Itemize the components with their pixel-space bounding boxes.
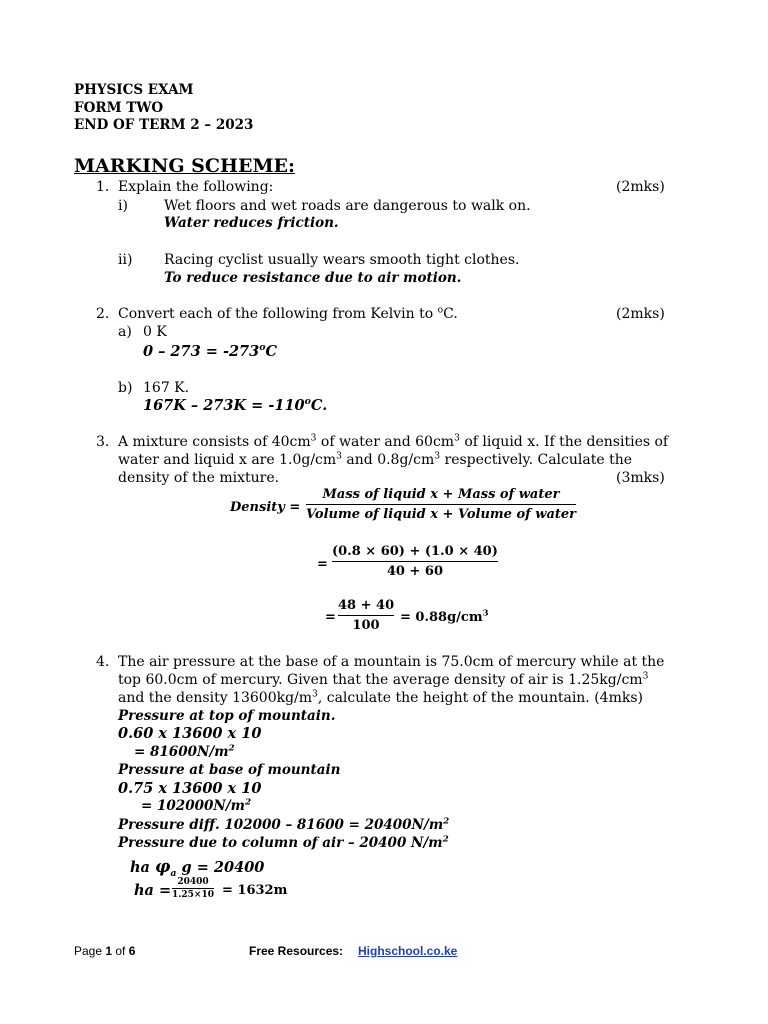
q4-text-line2: top 60.0cm of mercury. Given that the average density of air is $1.25kg/cm^3$ <box>118 671 649 688</box>
q1-i-label: i) <box>118 198 128 214</box>
q2-b-answer: $167K - 273K = -110^oC$. <box>143 396 328 414</box>
q2-number: 2. <box>96 306 110 322</box>
q3-text-line2: water and liquid x are $1.0g/cm^3$ and $0.8g/cm^3$ respectively. Calculate the <box>118 451 632 468</box>
density-formula-denominator: Volume of liquid x + Volume of water <box>306 507 576 522</box>
height-fraction <box>172 877 214 900</box>
q4-answer-line8: Pressure due to column of air – 20400 $N/m^2$ <box>118 834 449 851</box>
height-numerator: 20400 <box>177 877 209 887</box>
q4-answer-line9: ha $\varphi_a$ g = 20400 <box>130 857 265 879</box>
q2-a-answer: $0 - 273 = -273^oC$ <box>143 342 278 360</box>
q3-number: 3. <box>96 434 110 450</box>
height-denominator: 1.25×10 <box>172 890 214 900</box>
step1-numerator: (0.8 × 60) + (1.0 × 40) <box>332 544 498 559</box>
q2-b-label: b) <box>118 380 133 396</box>
step1-fraction <box>332 544 498 579</box>
q1-number: 1. <box>96 179 110 195</box>
density-formula-numerator: Mass of liquid x + Mass of water <box>322 487 560 502</box>
density-label: Density = <box>230 500 301 515</box>
q4-answer-line4: Pressure at base of mountain <box>118 762 341 778</box>
q4-text-line3: and the density $13600kg/m^3$, calculate the height of the mountain. (4mks) <box>118 689 643 706</box>
q4-answer-line2: 0.60 x 13600 x 10 <box>118 725 262 742</box>
q2-a-label: a) <box>118 324 132 340</box>
q1-text: Explain the following: <box>118 179 274 195</box>
q4-text-line1: The air pressure at the base of a mountain is 75.0cm of mercury while at the <box>118 654 665 670</box>
q4-answer-line3: = $81600N/m^2$ <box>134 743 235 760</box>
step2-numerator: 48 + 40 <box>338 598 395 613</box>
density-result: = $0.88g/cm^3$ <box>400 607 489 625</box>
q2-text: Convert each of the following from Kelvin to $^o$C. <box>118 305 458 322</box>
q4-answer-line1: Pressure at top of mountain. <box>118 708 336 724</box>
exam-form: FORM TWO <box>74 100 164 116</box>
q4-number: 4. <box>96 654 110 670</box>
step2-fraction <box>338 598 394 633</box>
free-resources-label: Free Resources: <box>249 944 344 958</box>
q1-i-text: Wet floors and wet roads are dangerous to walk on. <box>164 198 531 214</box>
exam-term: END OF TERM 2 – 2023 <box>74 117 254 133</box>
q4-answer-line6: = $102000N/m^2$ <box>141 797 252 814</box>
q1-ii-text: Racing cyclist usually wears smooth tight clothes. <box>164 252 520 268</box>
page-number: Page 1 of 6 <box>74 944 136 958</box>
q4-answer-line5: 0.75 x 13600 x 10 <box>118 780 262 797</box>
q1-ii-label: ii) <box>118 252 133 268</box>
step1-denominator: 40 + 60 <box>386 564 443 579</box>
q2-marks: (2mks) <box>616 306 665 322</box>
q1-i-answer: Water reduces friction. <box>164 215 339 231</box>
q3-text-line3: density of the mixture. <box>118 470 280 486</box>
highschool-link[interactable]: Highschool.co.ke <box>358 944 458 958</box>
height-result: = 1632m <box>222 883 288 898</box>
q1-ii-answer: To reduce resistance due to air motion. <box>164 270 462 286</box>
q3-marks: (3mks) <box>616 470 665 486</box>
height-label: ha = <box>134 882 172 899</box>
q1-marks: (2mks) <box>616 179 665 195</box>
q2-a-value: 0 K <box>143 324 167 340</box>
marking-scheme-title: MARKING SCHEME: <box>74 155 295 177</box>
q3-text-line1: A mixture consists of $40cm^3$ of water and $60cm^3$ of liquid x. If the densities of <box>118 433 669 450</box>
step2-equals: = <box>325 610 336 625</box>
density-formula-fraction <box>306 487 576 522</box>
step1-equals: = <box>317 557 328 572</box>
q2-b-value: 167 K. <box>143 380 190 396</box>
step2-denominator: 100 <box>352 618 380 633</box>
q4-answer-line7: Pressure diff. $102000 - 81600 = 20400N/m^2$ <box>118 816 450 833</box>
exam-title: PHYSICS EXAM <box>74 82 194 98</box>
